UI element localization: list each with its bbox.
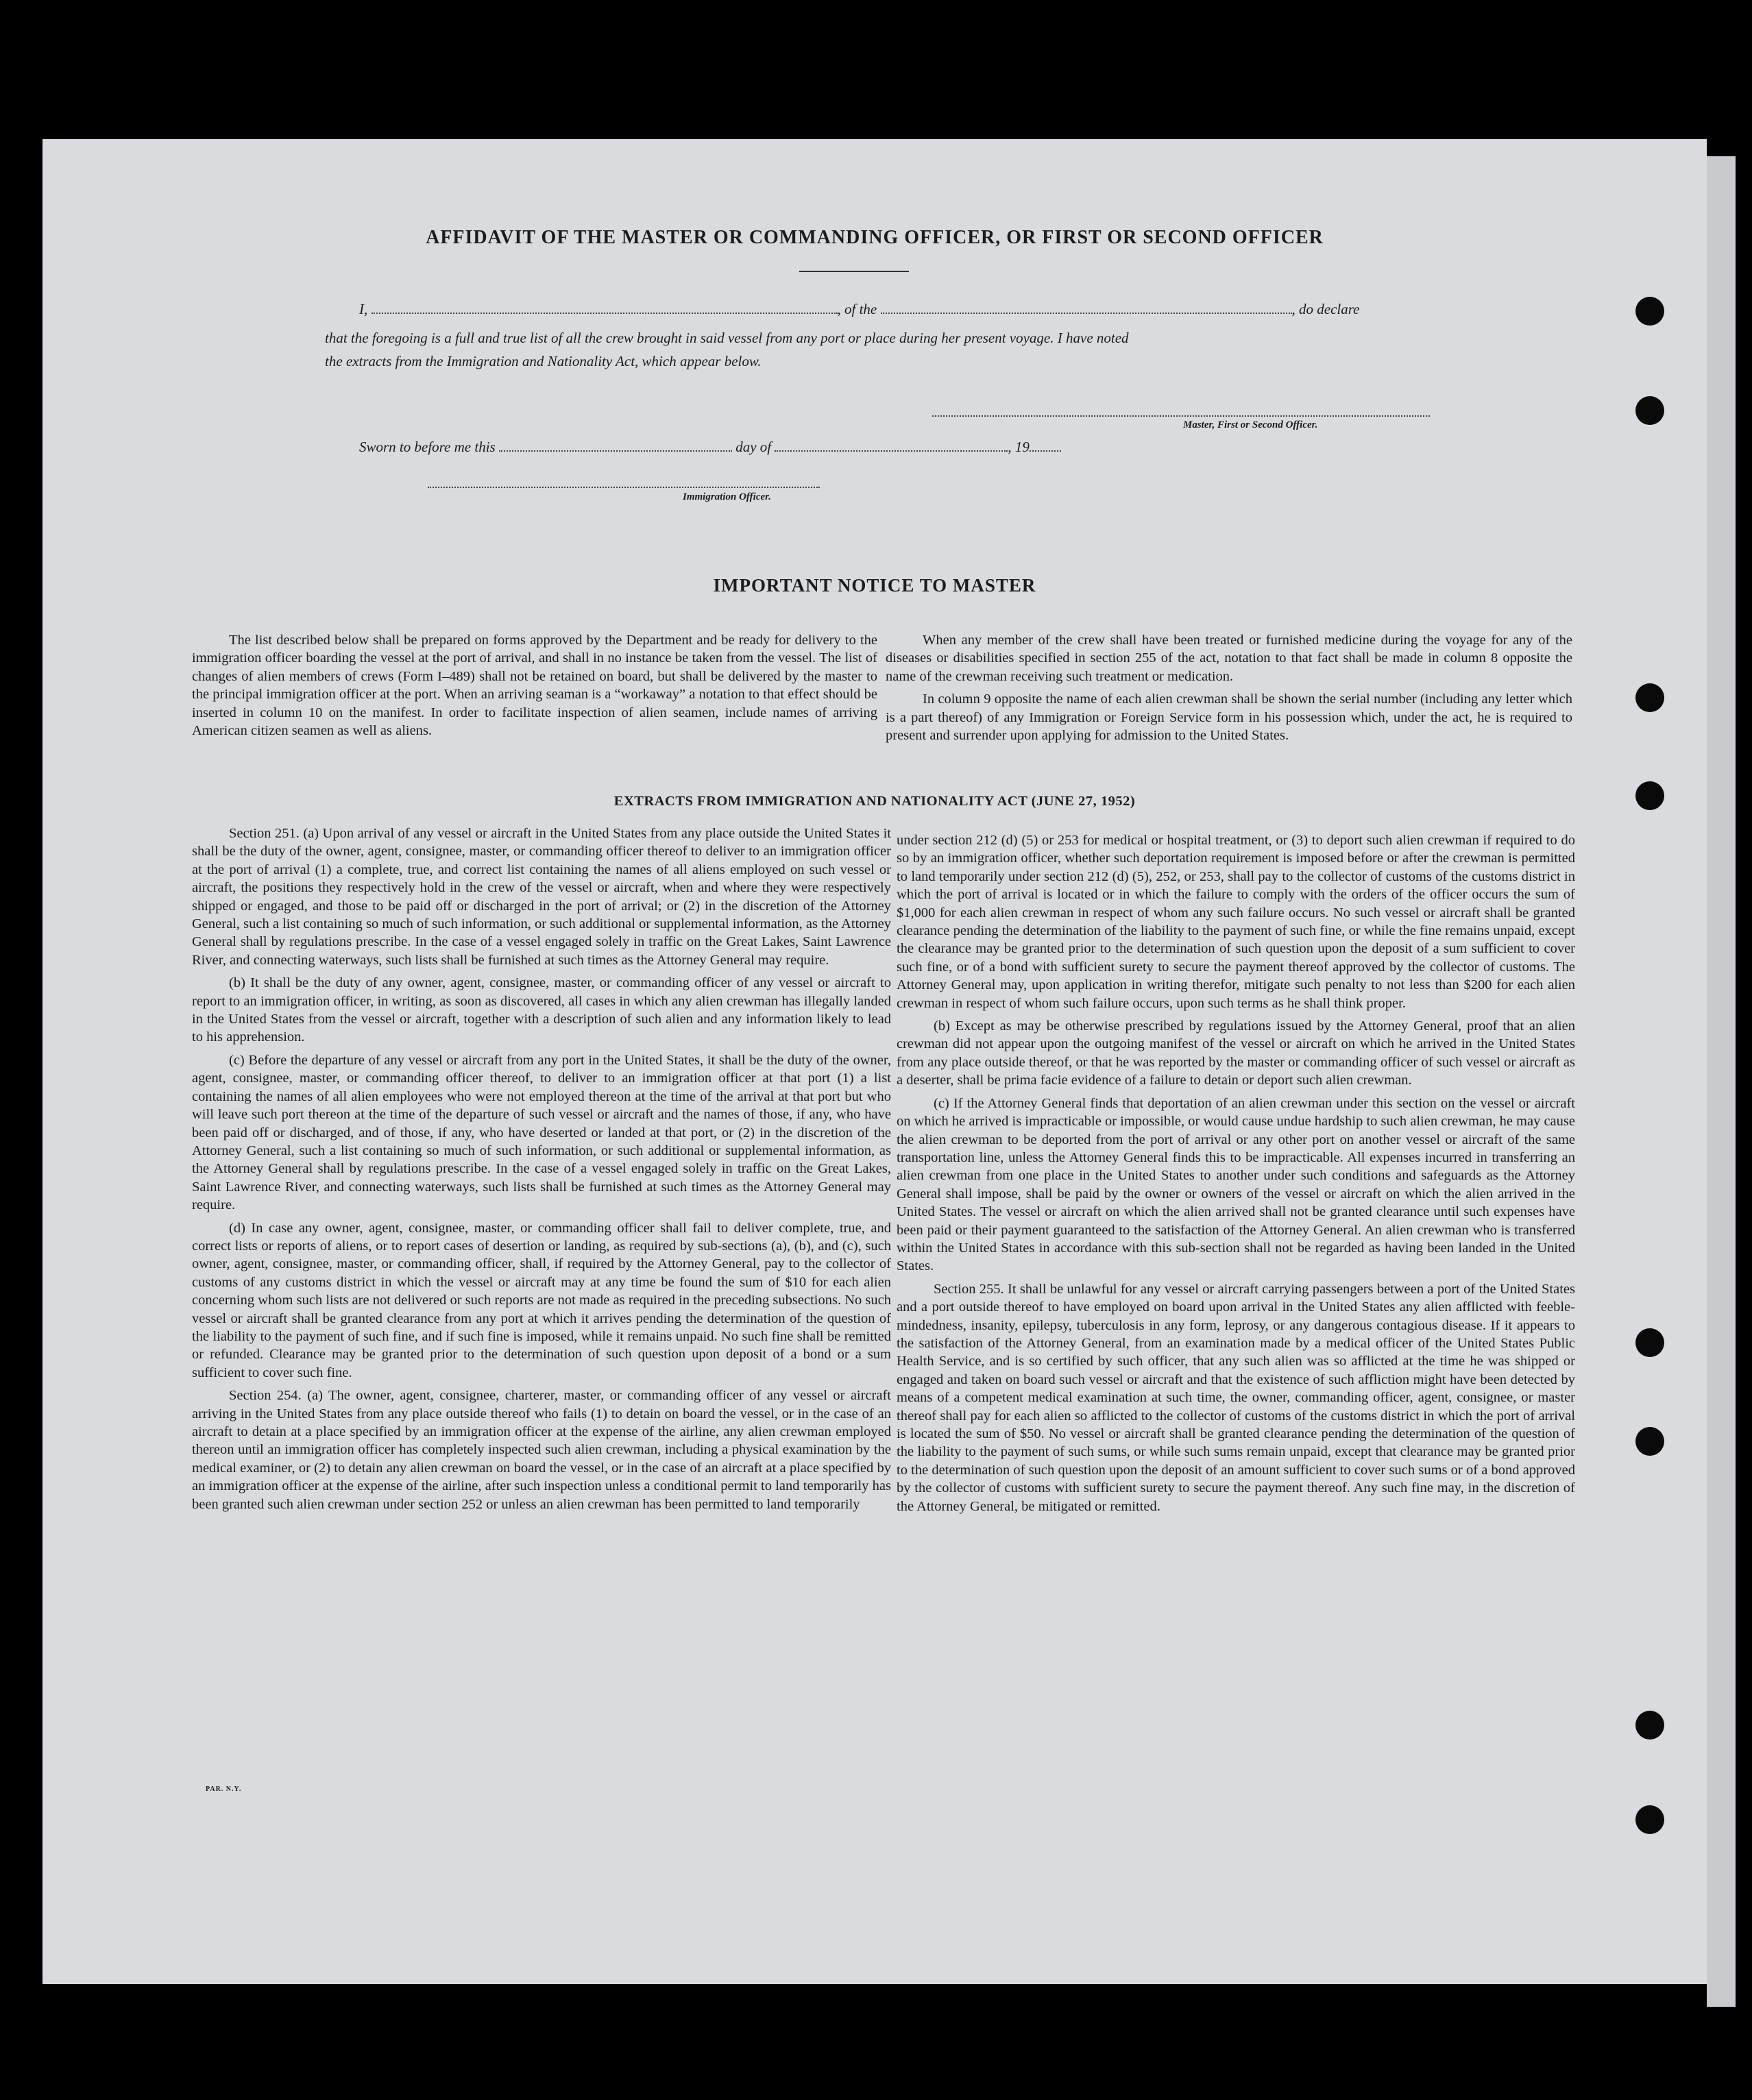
notice-right-paragraph-2: In column 9 opposite the name of each alien crewman shall be shown the serial number (including any letter which is a part thereof) of any Immigration or Foreign Service form in his possession which, under the act, he is required to present and surrender upon applying for admission to the United States. bbox=[886, 692, 1572, 744]
section-255: Section 255. It shall be unlawful for any vessel or aircraft carrying passengers between a port of the United States and a port outside thereof to have employed on board upon arrival in the United States any alien afflicted with feeble-mindedness, insanity, epilepsy, tuberculosis in any form, leprosy, or any dangerous contagious disease. If it appears to the satisfaction of the Attorney General, from an examination made by a medical officer of the United States Public Health Service, and is so certified by such officer, that any such alien was so afflicted at the time he was shipped or engaged and taken on board such vessel or aircraft and that the existence of such affliction might have been detected by means of a competent medical examination at such time, the owner, commanding officer, agent, consignee, or master thereof shall pay for each alien so afflicted to the collector of customs of the customs district in which the port of arrival is located the sum of $50. No vessel or aircraft shall be granted clearance pending the determination of the question of the liability to the payment of such sums, or while such sums remain unpaid, except that clearance may be granted prior to the determination of such question upon the deposit of an amount sufficient to cover such sums or of a bond approved by the collector of customs with sufficient surety to secure the payment thereof. Any such fine may, in the discretion of the Attorney General, be mitigated or remitted. bbox=[897, 1281, 1575, 1514]
day-of-label: day of bbox=[735, 439, 772, 455]
vessel-blank[interactable] bbox=[881, 302, 1292, 314]
page-edge bbox=[1707, 156, 1736, 2007]
affidavit-title: AFFIDAVIT OF THE MASTER OR COMMANDING OFFICER, OR FIRST OR SECOND OFFICER bbox=[426, 227, 1324, 248]
title-rule bbox=[799, 271, 909, 272]
declaration-line-3: the extracts from the Immigration and Nationality Act, which appear below. bbox=[325, 353, 762, 369]
section-251-c: (c) Before the departure of any vessel or aircraft from any port in the United States, it shall be the duty of the owner, agent, consignee, master, or commanding officer thereof, to deliver to an immigration officer at that port (1) a list containing the names of all alien employees who were not employed thereon at the time of the arrival at that port but who will leave such port thereon at the time of the departure of such vessel or aircraft and the names of those, if any, who have been paid off or discharged, and of those, if any, who have deserted or landed at that port, or (2) in the discretion of the Attorney General, such a list containing so much of such information, or such additional or supplemental information, as the Attorney General shall by regulations prescribe. In the case of a vessel engaged solely in traffic on the Great Lakes, Saint Lawrence River, and connecting waterways, such lists shall be furnished at such times as the Attorney General may require. bbox=[192, 1052, 891, 1213]
document-page bbox=[42, 139, 1707, 1984]
notice-left-paragraph: The list described below shall be prepared on forms approved by the Department and be ready for delivery to the immigration officer boarding the vessel at the port of arrival, and shall in no instance be taken from the vessel. The list of changes of alien members of crews (Form I–489) shall not be retained on board, but shall be delivered by the master to the principal immigration officer at the port. When an arriving seaman is a “workaway” a notation to that effect should be inserted in column 10 on the manifest. In order to facilitate inspection of alien seamen, include names of arriving American citizen seamen as well as aliens. bbox=[192, 633, 877, 739]
punch-hole bbox=[1635, 396, 1664, 425]
declaration-do-declare: , do declare bbox=[1291, 301, 1360, 317]
punch-hole bbox=[1635, 297, 1664, 326]
section-254-a-continued: under section 212 (d) (5) or 253 for medical or hospital treatment, or (3) to deport such alien crewman if required to do so by an immigration officer, whether such deportation requirement is imposed before or after the crewman is permitted to land temporarily under section 212 (d) (5), 252, or 253, shall pay to the collector of customs of the customs district in which the port of arrival is located or in which the failure to comply with the orders of the officer occurs the sum of $1,000 for each alien crewman in respect of whom any such failure occurs. No such vessel or aircraft shall be granted clearance pending the determination of the liability to the payment of such fine, or while the fine remains unpaid, except the clearance may be granted prior to the determination of such question upon the deposit of a sum sufficient to cover such fine, or of a bond with sufficient surety to secure the payment thereof approved by the collector of customs. The Attorney General may, upon application in writing therefor, mitigate such penalty to not less than $200 for each alien crewman in respect of whom such failure occurs, upon such terms as he shall think proper. bbox=[897, 833, 1575, 1011]
sworn-day-blank[interactable] bbox=[499, 439, 732, 452]
section-254-a: Section 254. (a) The owner, agent, consignee, charterer, master, or commanding officer of any vessel or aircraft arriving in the United States from any place outside thereof who fails (1) to detain on board the vessel, or in the case of an aircraft to detain at a place specified by an immigration officer at the expense of the airline, any alien crewman employed thereon until an immigration officer has completely inspected such alien crewman, including a physical examination by the medical examiner, or (2) to detain any alien crewman on board the vessel, or in the case of an aircraft at a place specified by an immigration officer at the expense of the airline, after such inspection unless a conditional permit to land temporarily has been granted such alien crewman under section 252 or unless an alien crewman has been permitted to land temporarily bbox=[192, 1388, 891, 1512]
extracts-right-column bbox=[897, 831, 1575, 1520]
notice-title: IMPORTANT NOTICE TO MASTER bbox=[713, 575, 1036, 596]
immigration-officer-caption: Immigration Officer. bbox=[683, 491, 771, 502]
notice-right-column bbox=[886, 631, 1572, 749]
declaration-line-1 bbox=[359, 301, 1359, 318]
notice-right-paragraph-1: When any member of the crew shall have been treated or furnished medicine during the voyage for any of the diseases or disabilities specified in section 255 of the act, notation to that fact shall be made in column 8 opposite the name of the crewman receiving such treatment or medication. bbox=[886, 633, 1572, 684]
sworn-year-blank[interactable] bbox=[1030, 439, 1061, 452]
declaration-of-the: , of the bbox=[837, 301, 877, 317]
punch-hole bbox=[1635, 1805, 1664, 1834]
master-signature-caption: Master, First or Second Officer. bbox=[1183, 419, 1318, 430]
year-label: , 19 bbox=[1008, 439, 1030, 455]
sworn-month-blank[interactable] bbox=[775, 439, 1008, 452]
sworn-label: Sworn to before me this bbox=[359, 439, 496, 455]
punch-hole bbox=[1635, 781, 1664, 810]
section-254-c: (c) If the Attorney General finds that deportation of an alien crewman under this section on the vessel or aircraft on which he arrived is impracticable or impossible, or would cause undue hardship to such alien crewman, he may cause the alien crewman to be deported from the port of arrival or any other port on another vessel or aircraft of the same transportation line, unless the Attorney General finds this to be impracticable. All expenses incurred in transferring an alien crewman from one place in the United States to another under such conditions and safeguards as the Attorney General shall impose, shall be paid by the owner or owners of the vessel or aircraft on which the alien arrived in the United States. The vessel or aircraft on which the alien arrived shall not be granted clearance until such expenses have been paid or their payment guaranteed to the satisfaction of the Attorney General. An alien crewman who is transferred within the United States in accordance with this sub-section shall not be regarded as having been landed in the United States. bbox=[897, 1095, 1575, 1274]
printer-imprint: PAR. N.Y. bbox=[206, 1785, 242, 1793]
immigration-officer-signature-line[interactable] bbox=[428, 487, 820, 488]
punch-hole bbox=[1635, 1328, 1664, 1357]
declaration-line-2: that the foregoing is a full and true list of all the crew brought in said vessel from any port or place during her present voyage. I have noted bbox=[325, 330, 1129, 346]
section-251-b: (b) It shall be the duty of any owner, agent, consignee, master, or commanding officer of any vessel or aircraft to report to an immigration officer, in writing, as soon as discovered, all cases in which any alien crewman has illegally landed in the United States from the vessel or aircraft, together with a description of such alien and any information likely to lead to his apprehension. bbox=[192, 975, 891, 1045]
master-signature-line[interactable] bbox=[932, 415, 1430, 417]
section-251-a: Section 251. (a) Upon arrival of any vessel or aircraft in the United States from any place outside the United States it shall be the duty of the owner, agent, consignee, master, or commanding officer thereof to deliver to an immigration officer at the port of arrival (1) a complete, true, and correct list containing the names of all aliens employed on such vessel or aircraft, the positions they respectively hold in the crew of the vessel or aircraft, when and where they were respectively shipped or engaged, and those to be paid off or discharged in the port of arrival; or (2) in the discretion of the Attorney General, such a list containing so much of such information, or such additional or supplemental information, as the Attorney General shall by regulations prescribe. In the case of a vessel engaged solely in traffic on the Great Lakes, Saint Lawrence River, and connecting waterways, such lists shall be furnished at such times as the Attorney General may require. bbox=[192, 826, 891, 968]
extracts-title: EXTRACTS FROM IMMIGRATION AND NATIONALITY ACT (JUNE 27, 1952) bbox=[613, 794, 1136, 809]
sworn-line bbox=[359, 439, 1061, 456]
extracts-left-column bbox=[192, 825, 891, 1518]
name-blank[interactable] bbox=[372, 302, 838, 314]
section-254-b: (b) Except as may be otherwise prescribed by regulations issued by the Attorney General, proof that an alien crewman did not appear upon the outgoing manifest of the vessel or aircraft on which he arrived in the United States from any place outside thereof, or that he was reported by the master or commanding officer of such vessel or aircraft as a deserter, shall be prima facie evidence of a failure to detain or deport such alien crewman. bbox=[897, 1018, 1575, 1088]
punch-hole bbox=[1635, 1427, 1664, 1456]
punch-hole bbox=[1635, 683, 1664, 712]
declaration-i: I, bbox=[359, 301, 368, 317]
section-251-d: (d) In case any owner, agent, consignee, master, or commanding officer shall fail to deliver complete, true, and correct lists or reports of aliens, or to report cases of desertion or landing, as required by sub-sections (a), (b), and (c), such owner, agent, consignee, master, or commanding officer, shall, if required by the Attorney General, pay to the collector of customs of any customs district in which the vessel or aircraft may at any time be found the sum of $10 for each alien concerning whom such lists are not delivered or such reports are not made as required in the preceding subsections. No such vessel or aircraft shall be granted clearance from any port at which it arrives pending the determination of the question of the liability to the payment of such fine, and if such fine is imposed, while it remains unpaid. No such fine shall be remitted or refunded. Clearance may be granted prior to the determination of such question upon deposit of a bond or a sum sufficient to cover such fine. bbox=[192, 1220, 891, 1380]
notice-left-column bbox=[192, 631, 877, 744]
punch-hole bbox=[1635, 1711, 1664, 1739]
